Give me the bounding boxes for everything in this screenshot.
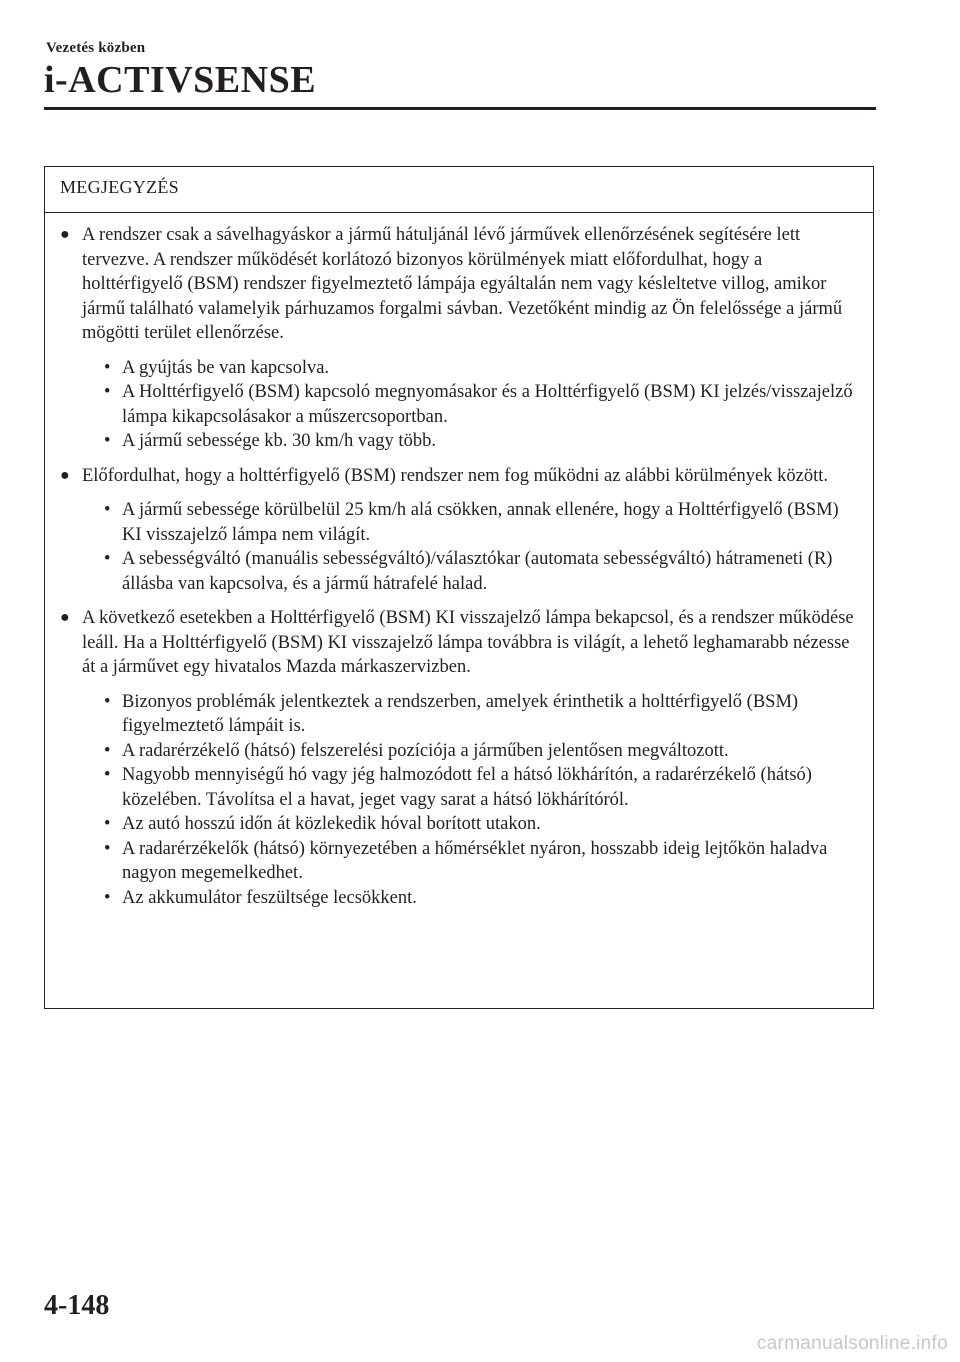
header-rule <box>44 107 876 110</box>
sub-item-text: A Holttérfigyelő (BSM) kapcsoló megnyomásakor és a Holttérfigyelő (BSM) KI jelzés/visszajelző lámpa kikapcsolásakor a műszercsoportban. <box>122 382 853 427</box>
round-bullet-icon: ● <box>60 609 70 626</box>
sub-list <box>82 356 857 454</box>
dot-bullet-icon: • <box>104 357 111 378</box>
sub-item <box>82 763 857 812</box>
chapter-title: i-ACTIVSENSE <box>44 59 317 101</box>
sub-item-text: A sebességváltó (manuális sebességváltó)/választókar (automata sebességváltó) hátrameneti (R) állásba van kapcsolva, és a jármű hátrafelé halad. <box>122 549 833 594</box>
dot-bullet-icon: • <box>104 765 111 785</box>
dot-bullet-icon: • <box>104 838 111 859</box>
section-label: Vezetés közben <box>46 40 146 56</box>
note-item-text: A következő esetekben a Holttérfigyelő (BSM) KI visszajelző lámpa bekapcsol, és a rendszer működése leáll. Ha a Holttérfigyelő (BSM) KI visszajelző lámpa továbbra is világít, a lehető leghamarabb nézesse át a járművet egy hivatalos Mazda márkaszervizben. <box>82 608 854 677</box>
sub-item-text: A gyújtás be van kapcsolva. <box>122 357 330 378</box>
sub-item <box>82 837 857 886</box>
sub-item-text: Az autó hosszú időn át közlekedik hóval borított utakon. <box>122 814 541 834</box>
dot-bullet-icon: • <box>104 887 111 908</box>
sub-item <box>82 380 857 429</box>
note-item-text: Előfordulhat, hogy a holttérfigyelő (BSM) rendszer nem fog működni az alábbi körülmények között. <box>82 465 828 486</box>
dot-bullet-icon: • <box>104 814 111 834</box>
sub-item <box>82 547 857 596</box>
dot-bullet-icon: • <box>104 691 111 712</box>
dot-bullet-icon: • <box>104 549 111 569</box>
dot-bullet-icon: • <box>104 740 111 761</box>
note-item-text: A rendszer csak a sávelhagyáskor a jármű hátuljánál lévő járművek ellenőrzésének segítésére lett tervezve. A rendszer működését korlátozó bizonyos körülmények miatt előfordulhat, hogy a holttérfigyelő (BSM) rendszer figyelmeztető lámpája egyáltalán nem vagy késleltetve villog, amikor jármű található valamelyik párhuzamos forgalmi sávban. Vezetőként mindig az Ön felelőssége a jármű mögötti terület ellenőrzése. <box>82 225 843 343</box>
sub-item <box>82 429 857 454</box>
sub-item <box>82 886 857 911</box>
note-item <box>60 606 857 910</box>
sub-item <box>82 356 857 381</box>
round-bullet-icon: ● <box>60 466 70 484</box>
page-number: 4-148 <box>44 1290 110 1321</box>
watermark[interactable]: carmanualsonline.info <box>756 1333 948 1354</box>
dot-bullet-icon: • <box>104 382 111 402</box>
sub-item <box>82 739 857 764</box>
dot-bullet-icon: • <box>104 431 111 451</box>
sub-list <box>82 690 857 911</box>
sub-item-text: Bizonyos problémák jelentkeztek a rendszerben, amelyek érinthetik a holttérfigyelő (BSM) figyelmeztető lámpáit is. <box>122 691 799 736</box>
sub-item-text: A radarérzékelők (hátsó) környezetében a hőmérséklet nyáron, hosszabb ideig lejtőkön haladva nagyon megemelkedhet. <box>122 838 828 883</box>
sub-item-text: A jármű sebessége körülbelül 25 km/h alá csökken, annak ellenére, hogy a Holttérfigyelő (BSM) KI visszajelző lámpa nem világít. <box>122 500 839 545</box>
note-body <box>45 213 873 910</box>
sub-item-text: A radarérzékelő (hátsó) felszerelési pozíciója a járműben jelentősen megváltozott. <box>122 740 729 761</box>
note-item <box>60 464 857 597</box>
note-box <box>44 166 874 1009</box>
sub-item-text: Az akkumulátor feszültsége lecsökkent. <box>122 887 417 908</box>
sub-item <box>82 690 857 739</box>
dot-bullet-icon: • <box>104 500 111 520</box>
sub-list <box>82 498 857 596</box>
note-item <box>60 223 857 454</box>
sub-item <box>82 498 857 547</box>
sub-item-text: Nagyobb mennyiségű hó vagy jég halmozódott fel a hátsó lökhárítón, a radarérzékelő (hátsó) közelében. Távolítsa el a havat, jeget vagy sarat a hátsó lökhárítóról. <box>122 765 812 810</box>
sub-item-text: A jármű sebessége kb. 30 km/h vagy több. <box>122 431 436 451</box>
round-bullet-icon: ● <box>60 226 70 243</box>
sub-item <box>82 812 857 837</box>
note-heading: MEGJEGYZÉS <box>45 167 873 213</box>
